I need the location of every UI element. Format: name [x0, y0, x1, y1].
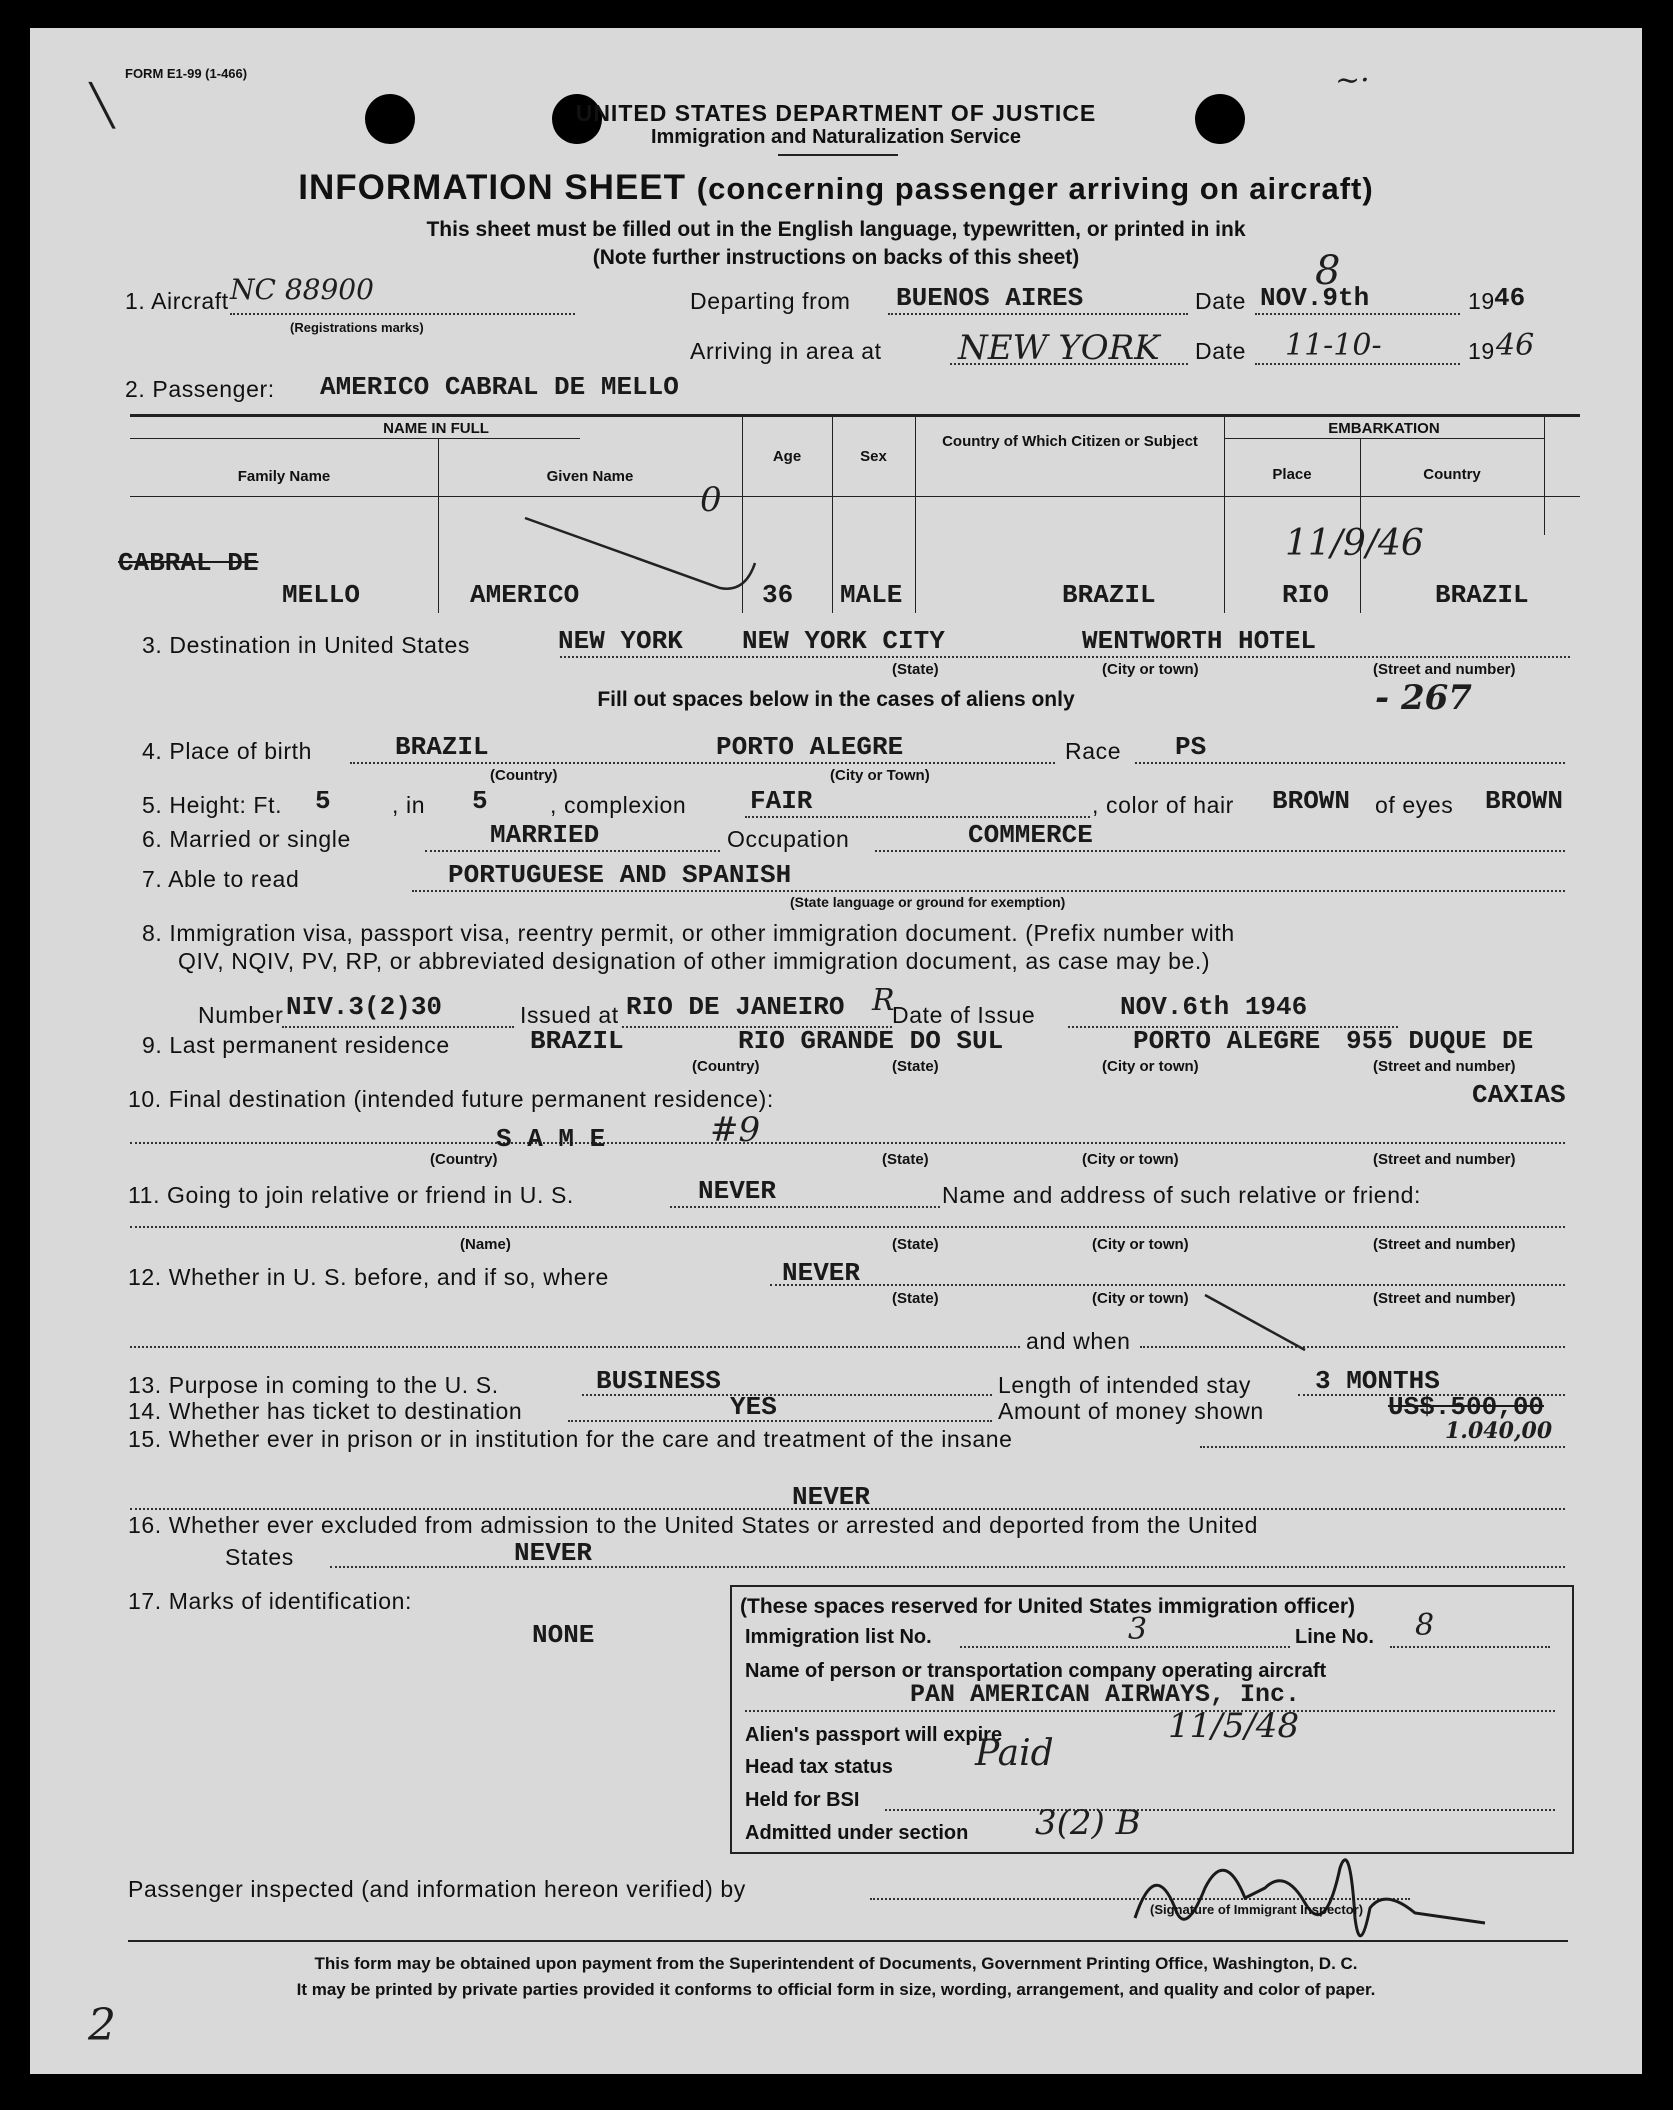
- arrival-date: 11-10-: [1285, 328, 1382, 363]
- occupation-value: COMMERCE: [968, 820, 1093, 850]
- destination-label: 3. Destination in United States: [142, 632, 470, 658]
- corner-pen-mark: ╲: [90, 83, 115, 129]
- hair-value: BROWN: [1272, 786, 1351, 816]
- caption-city: (City or town): [1082, 1151, 1179, 1168]
- birth-label: 4. Place of birth: [142, 738, 313, 764]
- caption-country: (Country): [692, 1058, 760, 1075]
- citizen-header: Country of Which Citizen or Subject: [942, 433, 1198, 450]
- year-label: 19: [1468, 338, 1495, 364]
- name-in-full-header: NAME IN FULL: [383, 420, 489, 437]
- join-value: NEVER: [698, 1176, 777, 1206]
- inspected-label: Passenger inspected (and information hereon verified) by: [128, 1876, 746, 1902]
- caption-city: (City or town): [1102, 661, 1199, 678]
- margin-mark: 2: [88, 2000, 116, 2051]
- residence-city: PORTO ALEGRE: [1133, 1026, 1321, 1056]
- corner-pen-mark: ∼·: [1335, 63, 1370, 98]
- passport-label: Alien's passport will expire: [745, 1724, 1003, 1746]
- height-inches: 5: [472, 786, 488, 816]
- caption-state: (State): [892, 661, 939, 678]
- officer-box-title: (These spaces reserved for United States immigration officer): [740, 1595, 1356, 1618]
- inspector-signature: [1115, 1828, 1505, 1968]
- passenger-label: 2. Passenger:: [125, 376, 275, 402]
- caption-street: (Street and number): [1373, 1058, 1516, 1075]
- languages-caption: (State language or ground for exemption): [790, 894, 1066, 910]
- ticket-label: 14. Whether has ticket to destination: [128, 1398, 523, 1424]
- departure-year: 46: [1494, 283, 1526, 313]
- caption-city: (City or town): [1092, 1290, 1189, 1307]
- citizen-value: BRAZIL: [1062, 580, 1156, 610]
- embark-country-value: BRAZIL: [1435, 580, 1529, 610]
- instruction-line: (Note further instructions on backs of this sheet): [592, 246, 1080, 269]
- final-destination-label: 10. Final destination (intended future permanent residence):: [128, 1086, 774, 1112]
- residence-country: BRAZIL: [530, 1026, 624, 1056]
- departing-value: BUENOS AIRES: [896, 283, 1084, 313]
- prison-value: NEVER: [792, 1482, 871, 1512]
- number-label: Number: [198, 1002, 284, 1028]
- money-note: 1.040,00: [1445, 1418, 1553, 1444]
- embark-place-value: RIO: [1282, 580, 1329, 610]
- destination-state: NEW YORK: [558, 626, 683, 656]
- sex-header: Sex: [860, 448, 887, 465]
- race-label: Race: [1065, 738, 1122, 764]
- place-header: Place: [1272, 466, 1312, 483]
- departure-date: NOV.9th: [1260, 283, 1370, 313]
- marital-value: MARRIED: [490, 820, 600, 850]
- pen-check-mark: 0: [700, 480, 722, 520]
- height-feet: 5: [315, 786, 331, 816]
- eyes-label: of eyes: [1375, 792, 1454, 818]
- hair-label: , color of hair: [1092, 792, 1234, 818]
- footer-line: This form may be obtained upon payment from the Superintendent of Documents, Government Printing Office, Washington, D. C.: [314, 1954, 1358, 1973]
- pen-initials: R: [872, 983, 895, 1018]
- caption-street: (Street and number): [1373, 1236, 1516, 1253]
- occupation-label: Occupation: [727, 826, 850, 852]
- marital-label: 6. Married or single: [142, 826, 351, 852]
- identification-value: NONE: [532, 1620, 595, 1650]
- money-value: US$.500,00: [1388, 1392, 1545, 1422]
- family-name-line1: CABRAL DE: [118, 548, 259, 578]
- given-name-value: AMERICO: [470, 580, 580, 610]
- sex-value: MALE: [840, 580, 903, 610]
- issue-date-label: Date of Issue: [892, 1002, 1036, 1028]
- inches-label: , in: [392, 792, 426, 818]
- head-tax-value: Paid: [975, 1733, 1054, 1774]
- aircraft-value: NC 88900: [230, 273, 374, 306]
- held-label: Held for BSI: [745, 1789, 860, 1811]
- embark-date-note: 11/9/46: [1285, 523, 1424, 564]
- age-header: Age: [772, 448, 802, 465]
- and-when-label: and when: [1026, 1328, 1131, 1354]
- line-label: Line No.: [1295, 1626, 1374, 1648]
- given-name-header: Given Name: [546, 468, 634, 485]
- sheet-title: INFORMATION SHEET (concerning passenger arriving on aircraft): [298, 168, 1374, 207]
- residence-label: 9. Last permanent residence: [142, 1032, 450, 1058]
- passenger-value: AMERICO CABRAL DE MELLO: [320, 372, 679, 402]
- read-label: 7. Able to read: [142, 866, 300, 892]
- document-text-2: QIV, NQIV, PV, RP, or abbreviated designation of other immigration document, as case may be.): [178, 948, 1211, 974]
- aircraft-label: 1. Aircraft: [125, 288, 229, 314]
- document-number: NIV.3(2)30: [286, 992, 443, 1022]
- caption-street: (Street and number): [1373, 1151, 1516, 1168]
- pen-stroke: [1200, 1290, 1320, 1360]
- arriving-label: Arriving in area at: [690, 338, 882, 364]
- pen-check-mark: [520, 498, 780, 608]
- eyes-value: BROWN: [1485, 786, 1564, 816]
- service-name: Immigration and Naturalization Service: [650, 126, 1022, 148]
- caption-name: (Name): [460, 1236, 511, 1253]
- excluded-text-2: States: [225, 1544, 294, 1570]
- date-label: Date: [1195, 338, 1246, 364]
- residence-state: RIO GRANDE DO SUL: [738, 1026, 1004, 1056]
- country-header: Country: [1423, 466, 1481, 483]
- registration-caption: (Registrations marks): [290, 320, 424, 335]
- ticket-value: YES: [730, 1392, 777, 1422]
- family-name-header: Family Name: [237, 468, 331, 485]
- arrival-year: 46: [1496, 328, 1535, 363]
- caption-city: (City or town): [1102, 1058, 1199, 1075]
- footer-line: It may be printed by private parties provided it conforms to official form in size, wording, arrangement, and quality and color of paper.: [296, 1980, 1376, 1999]
- document-sheet: [30, 28, 1642, 2074]
- caption-city: (City or Town): [830, 767, 930, 784]
- complexion-value: FAIR: [750, 786, 813, 816]
- height-label: 5. Height: Ft.: [142, 792, 283, 818]
- passport-value: 11/5/48: [1168, 1706, 1300, 1746]
- purpose-label: 13. Purpose in coming to the U. S.: [128, 1372, 499, 1398]
- previous-visit-value: NEVER: [782, 1258, 861, 1288]
- document-text-1: 8. Immigration visa, passport visa, reentry permit, or other immigration document. (Prefix number with: [142, 920, 1235, 946]
- join-label: 11. Going to join relative or friend in U. S.: [128, 1182, 574, 1208]
- excluded-value: NEVER: [514, 1538, 593, 1568]
- embarkation-header: EMBARKATION: [1328, 420, 1440, 437]
- final-destination-value: S A M E: [496, 1124, 606, 1154]
- stay-label: Length of intended stay: [998, 1372, 1251, 1398]
- line-value: 8: [1415, 1608, 1435, 1643]
- issued-label: Issued at: [520, 1002, 619, 1028]
- signature-caption: (Signature of Immigrant Inspector): [1150, 1902, 1364, 1917]
- arriving-value: NEW YORK: [958, 328, 1160, 368]
- final-destination-note: #9: [710, 1110, 761, 1150]
- family-name-line2: MELLO: [282, 580, 361, 610]
- department-name: UNITED STATES DEPARTMENT OF JUSTICE: [575, 100, 1097, 126]
- languages-value: PORTUGUESE AND SPANISH: [448, 860, 792, 890]
- identification-label: 17. Marks of identification:: [128, 1588, 412, 1614]
- instruction-line: This sheet must be filled out in the English language, typewritten, or printed in ink: [426, 218, 1246, 241]
- residence-street: 955 DUQUE DE: [1346, 1026, 1534, 1056]
- stay-value: 3 MONTHS: [1315, 1366, 1440, 1396]
- purpose-value: BUSINESS: [596, 1366, 721, 1396]
- caption-state: (State): [892, 1236, 939, 1253]
- caption-state: (State): [882, 1151, 929, 1168]
- caption-state: (State): [892, 1290, 939, 1307]
- money-label: Amount of money shown: [998, 1398, 1264, 1424]
- caption-country: (Country): [430, 1151, 498, 1168]
- relative-address-label: Name and address of such relative or friend:: [942, 1182, 1421, 1208]
- issued-at-value: RIO DE JANEIRO: [626, 992, 845, 1022]
- departing-label: Departing from: [690, 288, 851, 314]
- complexion-label: , complexion: [550, 792, 687, 818]
- form-number: FORM E1-99 (1-466): [125, 66, 248, 81]
- date-correction: 8: [1315, 248, 1341, 294]
- destination-street: WENTWORTH HOTEL: [1082, 626, 1317, 656]
- birth-city: PORTO ALEGRE: [716, 732, 904, 762]
- excluded-text-1: 16. Whether ever excluded from admission to the United States or arrested and deported from the United: [128, 1512, 1258, 1538]
- prison-label: 15. Whether ever in prison or in institution for the care and treatment of the insane: [128, 1426, 1013, 1452]
- destination-city: NEW YORK CITY: [742, 626, 945, 656]
- issue-date-value: NOV.6th 1946: [1120, 992, 1308, 1022]
- caption-city: (City or town): [1092, 1236, 1189, 1253]
- date-label: Date: [1195, 288, 1246, 314]
- age-value: 36: [762, 580, 794, 610]
- race-value: PS: [1175, 732, 1207, 762]
- head-tax-label: Head tax status: [745, 1756, 893, 1778]
- admitted-label: Admitted under section: [745, 1822, 969, 1844]
- previous-visit-label: 12. Whether in U. S. before, and if so, where: [128, 1264, 609, 1290]
- admitted-value: 3(2) B: [1035, 1803, 1141, 1843]
- list-value: 3: [1128, 1612, 1148, 1647]
- caption-country: (Country): [490, 767, 558, 784]
- street-number-note: - 267: [1375, 678, 1472, 718]
- caption-state: (State): [892, 1058, 939, 1075]
- caption-street: (Street and number): [1373, 661, 1516, 678]
- company-label: Name of person or transportation company operating aircraft: [745, 1660, 1327, 1682]
- year-label: 19: [1468, 288, 1495, 314]
- residence-street-2: CAXIAS: [1472, 1080, 1566, 1110]
- caption-street: (Street and number): [1373, 1290, 1516, 1307]
- aliens-note: Fill out spaces below in the cases of aliens only: [597, 688, 1075, 711]
- company-value: PAN AMERICAN AIRWAYS, Inc.: [910, 1680, 1301, 1709]
- list-label: Immigration list No.: [745, 1626, 932, 1648]
- birth-country: BRAZIL: [395, 732, 489, 762]
